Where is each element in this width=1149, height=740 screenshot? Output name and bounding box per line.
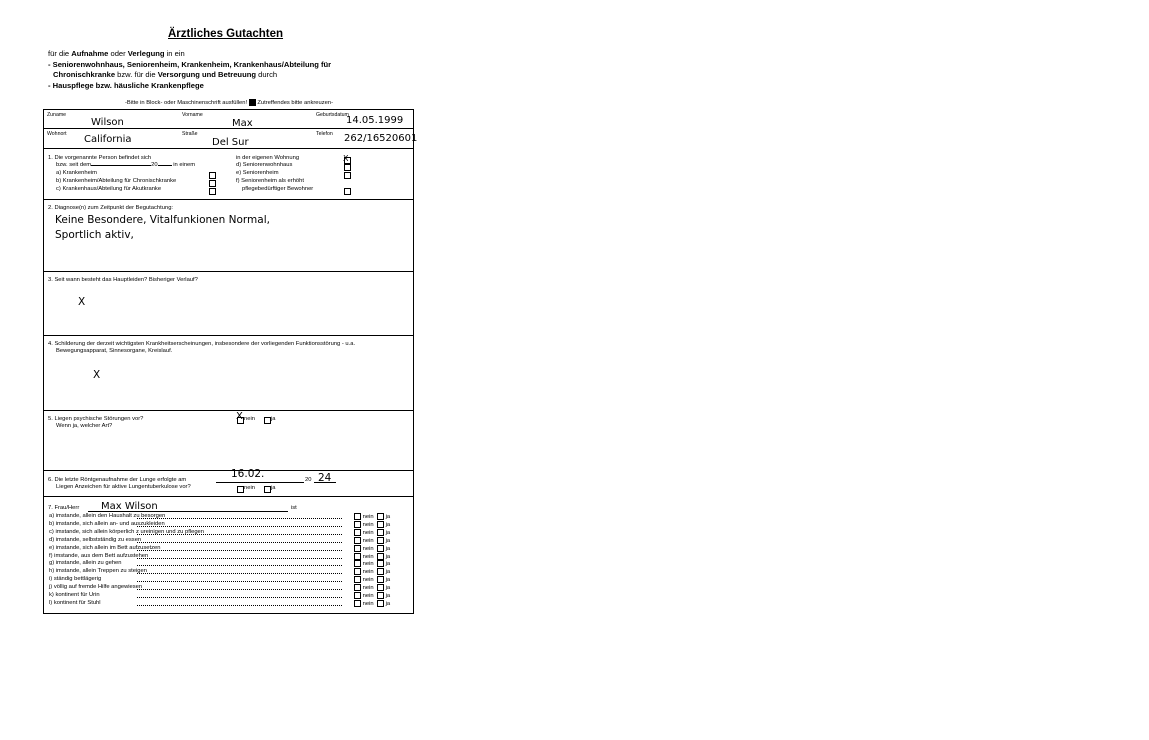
ability-nein [354,560,374,567]
ability-nein [354,529,374,536]
nein-label: nein [362,585,374,592]
checkbox-ja[interactable] [377,576,384,583]
ability-row [49,529,409,537]
section7-name-field[interactable]: Max Wilson [101,501,158,512]
section3-label: 3. Seit wann besteht das Hauptleiden? Bisheriger Verlauf? [48,277,198,283]
ability-ja [377,553,390,560]
geburtsdatum-label: Geburtsdatum [316,112,349,118]
nein-label: nein [362,577,374,584]
tb-ja-label: ja [271,485,276,491]
fill-instruction: -Bitte in Block- oder Maschinenschrift ausfüllen! Zutreffendes bitte ankreuzen- [125,100,333,107]
checkbox-nein[interactable] [354,529,361,536]
tb-nein-label: nein [244,485,255,491]
nein-label: nein [362,593,374,600]
checkbox-mark: X [343,154,349,163]
section4-answer[interactable]: X [93,369,101,381]
ability-label: e) imstande, sich allein im Bett aufzusetzen [49,544,161,551]
ja-label: ja [385,577,391,584]
ja-label: ja [385,600,391,607]
ability-nein [354,513,374,520]
ability-ja [377,529,390,536]
checkbox-nein[interactable] [354,545,361,552]
nein-label: nein [362,600,374,607]
section7-label-ist: ist [291,505,297,511]
divider [44,128,413,129]
divider [44,410,413,411]
option-d: d) Seniorenwohnhaus [236,162,293,168]
ja-label: ja [385,521,391,528]
ability-nein [354,553,374,560]
checkbox-ja[interactable] [377,560,384,567]
checkbox-mark: X [236,411,243,422]
zuname-field[interactable]: Wilson [91,117,124,128]
checkbox-ja[interactable] [377,553,384,560]
ability-ja [377,560,390,567]
nein-label: nein [362,569,374,576]
nein-label: nein [362,529,374,536]
nein-label: nein [362,537,374,544]
dotted-leader [137,581,342,582]
section5-label-cont: Wenn ja, welcher Art? [56,423,113,429]
zuname-label: Zuname [47,112,67,118]
xray-year-field[interactable]: 24 [318,472,332,484]
telefon-label: Telefon [316,131,333,137]
ability-ja [377,521,390,528]
ability-ja [377,545,390,552]
ja-label: ja [385,585,391,592]
checkbox-nein[interactable] [354,576,361,583]
form-frame [43,109,418,614]
checkbox-nein[interactable] [354,600,361,607]
checkbox-e[interactable] [344,172,351,179]
ability-label: i) ständig bettlägerig [49,576,102,583]
dotted-leader [137,605,342,606]
divider [44,496,413,497]
option-own-home: in der eigenen Wohnung [236,155,300,161]
nein-label: nein [362,514,374,521]
ability-row [49,545,409,553]
checkbox-ja[interactable] [377,600,384,607]
section2-label: 2. Diagnose(n) zum Zeitpunkt der Begutachtung: [48,205,174,211]
ability-nein [354,576,374,583]
dotted-leader [137,565,342,566]
option-e: e) Seniorenheim [236,170,279,176]
ability-ja [377,513,390,520]
ja-label: ja [385,553,391,560]
checked-box-icon [249,99,256,106]
ja-label: ja [385,593,391,600]
psych-ja-label: ja [271,416,276,422]
checkbox-nein[interactable] [354,568,361,575]
dotted-leader [137,518,342,519]
ability-label: a) imstande, allein den Haushalt zu besorgen [49,513,166,519]
ja-label: ja [385,537,391,544]
geburtsdatum-field[interactable]: 14.05.1999 [346,115,404,126]
checkbox-b[interactable] [209,180,216,187]
telefon-field[interactable]: 262/16520601 [344,133,418,144]
wohnort-label: Wohnort [47,131,67,137]
section1-label: 1. Die vorgenannte Person befindet sich [48,155,152,161]
dotted-leader [137,558,342,559]
checkbox-d[interactable] [344,164,351,171]
checkbox-nein[interactable] [354,560,361,567]
option-b: b) Krankenheim/Abteilung für Chronischkranke [56,178,177,184]
option-a: a) Krankenheim [56,170,97,176]
ability-ja [377,537,390,544]
checkbox-tb-nein[interactable] [237,486,244,493]
nein-label: nein [362,553,374,560]
ability-label: c) imstande, sich allein körperlich z ureinigen und zu pflegen [49,528,204,535]
ability-nein [354,568,374,575]
checkbox-psych-ja[interactable] [264,417,271,424]
dotted-leader [137,526,342,527]
wohnort-field[interactable]: California [84,134,132,145]
checkbox-c[interactable] [209,188,216,195]
dotted-leader [137,550,342,551]
ability-nein [354,584,374,591]
checkbox-ja[interactable] [377,592,384,599]
divider [44,148,413,149]
checkbox-nein[interactable] [354,537,361,544]
psych-nein-label: nein [244,416,255,422]
option-f-cont: pflegebedürftiger Bewohner [242,186,314,192]
intro-line-1: für die Aufnahme oder Verlegung in ein [48,49,185,58]
dotted-leader [137,542,342,543]
ability-ja [377,584,390,591]
ja-label: ja [385,561,391,568]
ability-nein [354,545,374,552]
checkbox-ja[interactable] [377,545,384,552]
section5-label: 5. Liegen psychische Störungen vor? [48,416,144,422]
section6-label-cont: Liegen Anzeichen für aktive Lungentuberkulose vor? [56,484,191,490]
document-title: Ärztliches Gutachten [168,28,284,40]
checkbox-nein[interactable] [354,592,361,599]
section4-label-cont: Bewegungsapparat, Sinnesorgane, Kreislauf. [56,348,173,354]
ability-row [49,560,409,568]
diagnosis-line-2[interactable]: Sportlich aktiv, [55,229,134,241]
ability-row [49,568,409,576]
nein-label: nein [362,521,374,528]
ability-ja [377,568,390,575]
ability-row [49,513,409,521]
section6-label: 6. Die letzte Röntgenaufnahme der Lunge erfolgte am [48,477,187,483]
checkbox-ja[interactable] [377,537,384,544]
checkbox-tb-ja[interactable] [264,486,271,493]
nein-label: nein [362,561,374,568]
ability-row [49,553,409,561]
nein-label: nein [362,545,374,552]
checkbox-ja[interactable] [377,568,384,575]
section4-label: 4. Schilderung der derzeit wichtigsten Krankheitserscheinungen, insbesondere der vorliegenden Funktionsstörung - u.a. [48,341,356,347]
option-f: f) Seniorenheim als erhöht [236,178,304,184]
ability-nein [354,592,374,599]
divider [44,470,413,471]
xray-year-prefix: 20 [305,477,312,483]
ja-label: ja [385,569,391,576]
vorname-field[interactable]: Max [232,118,253,129]
intro-line-3: Chronischkranke bzw. für die Versorgung und Betreuung durch [53,70,278,79]
dotted-leader [137,589,342,590]
ability-row [49,592,409,600]
ability-label: g) imstande, allein zu gehen [49,560,122,567]
checkbox-nein[interactable] [354,521,361,528]
ability-ja [377,592,390,599]
divider [44,271,413,272]
checkbox-ja[interactable] [377,521,384,528]
ability-ja [377,600,390,607]
checkbox-ja[interactable] [377,529,384,536]
checkbox-nein[interactable] [354,553,361,560]
checkbox-nein[interactable] [354,584,361,591]
ability-row [49,537,409,545]
ja-label: ja [385,514,391,521]
checkbox-ja[interactable] [377,513,384,520]
ability-row [49,576,409,584]
ability-label: j) völlig auf fremde Hilfe angewiesen [49,584,143,591]
checkbox-f[interactable] [344,188,351,195]
intro-text [48,49,428,91]
section1-since: bzw. seit dem 20 in einem [56,162,196,168]
dotted-leader [137,573,342,574]
checkbox-ja[interactable] [377,584,384,591]
diagnosis-line-1[interactable]: Keine Besondere, Vitalfunkionen Normal, [55,214,270,226]
vorname-label: Vorname [182,112,203,118]
xray-date-field[interactable]: 16.02. [231,468,265,480]
ability-nein [354,521,374,528]
ja-label: ja [385,545,391,552]
ability-nein [354,600,374,607]
section3-answer[interactable]: X [78,296,86,308]
strasse-field[interactable]: Del Sur [212,137,249,148]
ability-label: h) imstande, allein Treppen zu steigen [49,568,147,575]
section7-label: 7. Frau/Herr [48,505,80,511]
dotted-leader [137,597,342,598]
ability-label: f) imstande, aus dem Bett aufzustehen [49,552,149,559]
ability-nein [354,537,374,544]
intro-line-2: - Seniorenwohnhaus, Seniorenheim, Krankenheim, Krankenhaus/Abteilung für [48,59,332,69]
dotted-leader [137,534,342,535]
divider [44,335,413,336]
checkbox-nein[interactable] [354,513,361,520]
strasse-label: Straße [182,131,198,137]
checkbox-a[interactable] [209,172,216,179]
divider [44,199,413,200]
intro-line-4: - Hauspflege bzw. häusliche Krankenpflege [48,80,204,90]
ability-row [49,521,409,529]
ability-label: d) imstande, selbstständig zu essen [49,536,142,543]
ability-label: k) kontinent für Urin [49,592,100,598]
ja-label: ja [385,529,391,536]
ability-row [49,584,409,592]
ability-ja [377,576,390,583]
option-c: c) Krankenhaus/Abteilung für Akutkranke [56,186,162,192]
ability-label: b) imstande, sich allein an- und auszukleiden [49,520,165,527]
ability-row [49,600,409,608]
ability-label: l) kontinent für Stuhl [49,599,101,606]
